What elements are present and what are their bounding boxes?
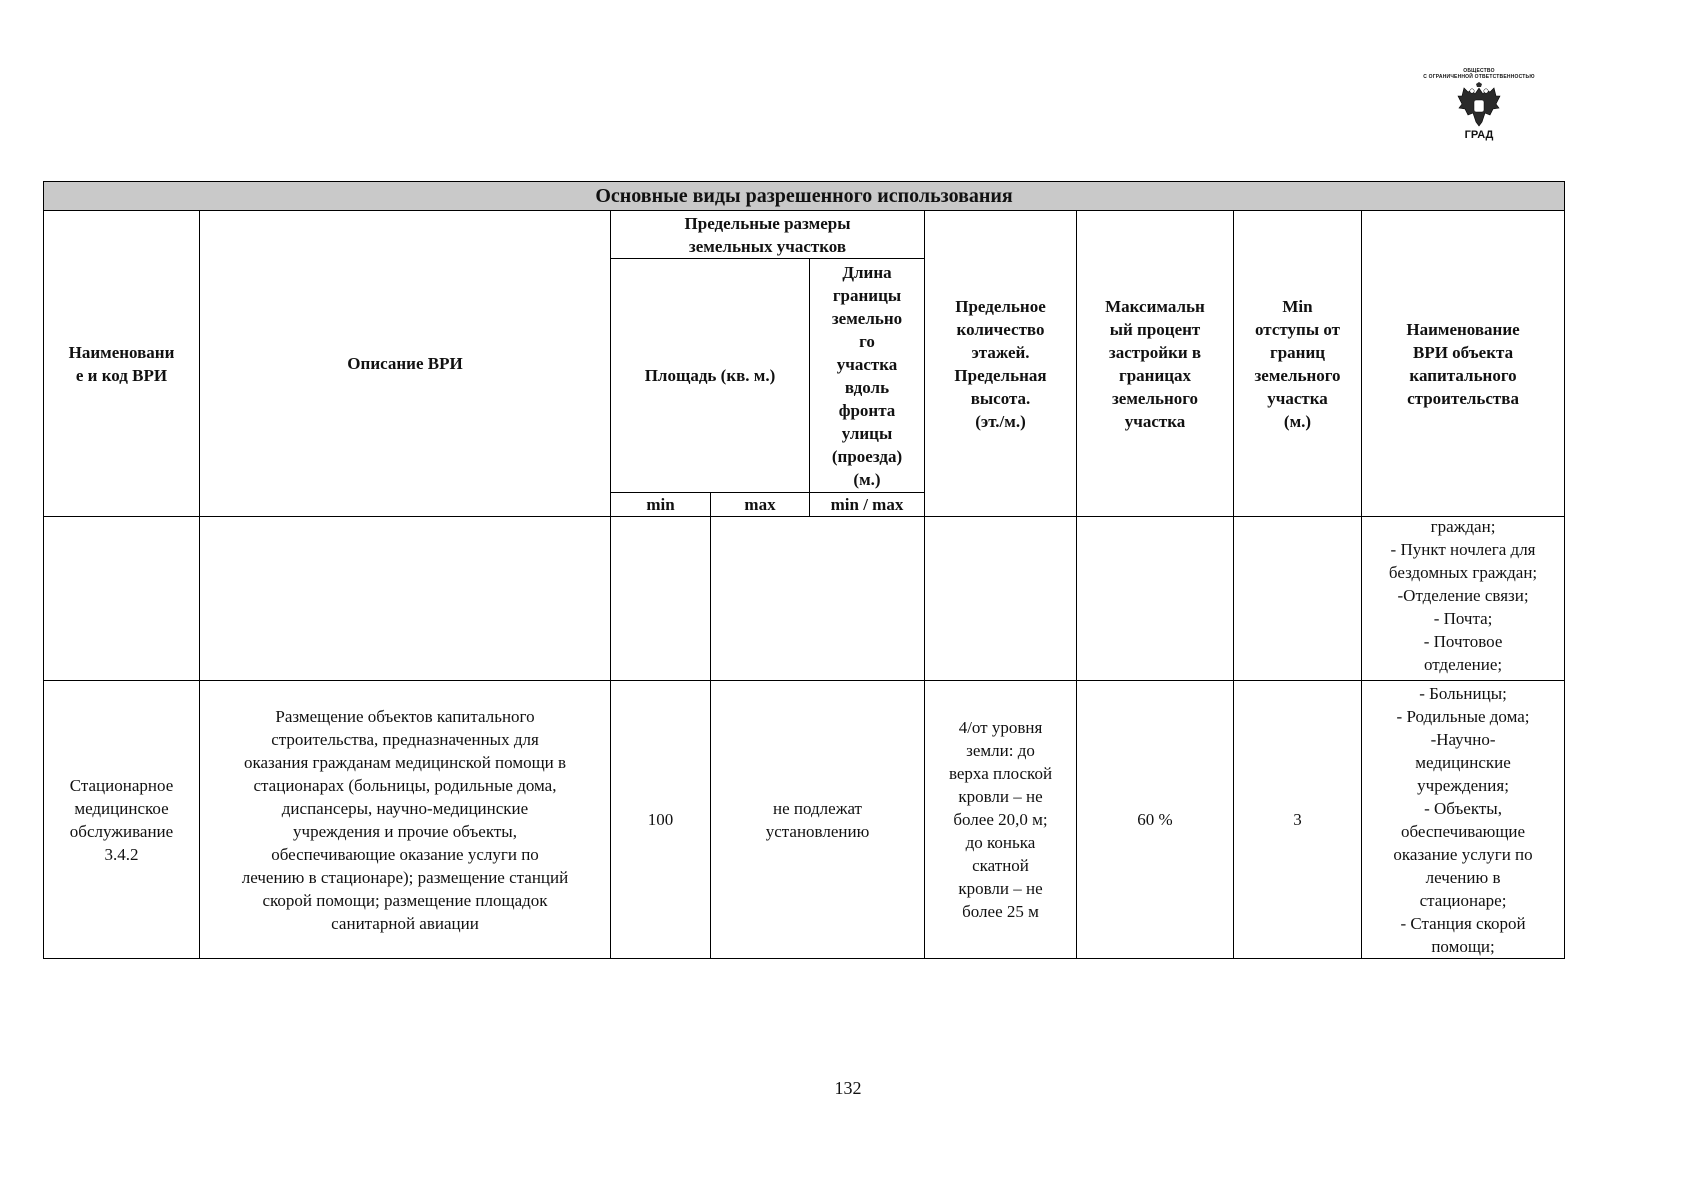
- header-area-min: min: [611, 493, 711, 517]
- cell-object-list: - Больницы; - Родильные дома; -Научно- медицинские учреждения; - Объекты, обеспечивающие оказание услуги по лечению в стационаре; - Станция скорой помощи;: [1362, 681, 1565, 959]
- cell-empty: [1077, 517, 1234, 681]
- cell-empty: [200, 517, 611, 681]
- header-min-setback: Min отступы от границ земельного участка (м.): [1234, 211, 1362, 517]
- header-description: Описание ВРИ: [200, 211, 611, 517]
- header-area-max: max: [711, 493, 810, 517]
- eagle-emblem-icon: [1454, 82, 1504, 128]
- header-area: Площадь (кв. м.): [611, 259, 810, 493]
- cell-empty: [711, 517, 925, 681]
- header-frontage-min-max: min / max: [810, 493, 925, 517]
- logo-name: ГРАД: [1464, 129, 1494, 141]
- table-row-continuation: [44, 517, 1565, 681]
- cell-floors: 4/от уровня земли: до верха плоской кровли – не более 20,0 м; до конька скатной кровли – не более 25 м: [925, 681, 1077, 959]
- header-floors: Предельное количество этажей. Предельная высота. (эт./м.): [925, 211, 1077, 517]
- cell-area-max-frontage: не подлежат установлению: [711, 681, 925, 959]
- company-logo: [1394, 68, 1564, 156]
- object-list-continued-text: граждан; - Пункт ночлега для бездомных граждан; -Отделение связи; - Почта; - Почтовое отделение;: [1388, 517, 1538, 674]
- header-limit-sizes: Предельные размеры земельных участков: [611, 211, 925, 259]
- cell-empty: [1234, 517, 1362, 681]
- cell-min-setback: 3: [1234, 681, 1362, 959]
- logo-org-line1: ОБЩЕСТВО: [1463, 68, 1495, 74]
- cell-empty: [611, 517, 711, 681]
- page-number: 132: [834, 1078, 862, 1098]
- header-frontage: Длина границы земельно го участка вдоль фронта улицы (проезда) (м.): [810, 259, 925, 493]
- cell-object-list-continued: [1362, 517, 1565, 681]
- header-max-percent: Максимальн ый процент застройки в границах земельного участка: [1077, 211, 1234, 517]
- cell-description: Размещение объектов капитального строительства, предназначенных для оказания гражданам медицинской помощи в стационарах (больницы, родильные дома, диспансеры, научно-медицинские учреждения и прочие объекты, обеспечивающие оказание услуги по лечению в стационаре); размещение станций скорой помощи; размещение площадок санитарной авиации: [200, 681, 611, 959]
- table-title: Основные виды разрешенного использования: [44, 182, 1565, 211]
- cell-max-percent: 60 %: [1077, 681, 1234, 959]
- cell-empty: [44, 517, 200, 681]
- cell-area-min: 100: [611, 681, 711, 959]
- header-object-name: Наименование ВРИ объекта капитального строительства: [1362, 211, 1565, 517]
- header-name-code: Наименовани е и код ВРИ: [44, 211, 200, 517]
- cell-empty: [925, 517, 1077, 681]
- logo-org-line2: С ОГРАНИЧЕННОЙ ОТВЕТСТВЕННОСТЬЮ: [1423, 74, 1535, 80]
- permitted-use-table: [43, 181, 1565, 959]
- cell-name-code: Стационарное медицинское обслуживание 3.4.2: [44, 681, 200, 959]
- table-row: [44, 681, 1565, 959]
